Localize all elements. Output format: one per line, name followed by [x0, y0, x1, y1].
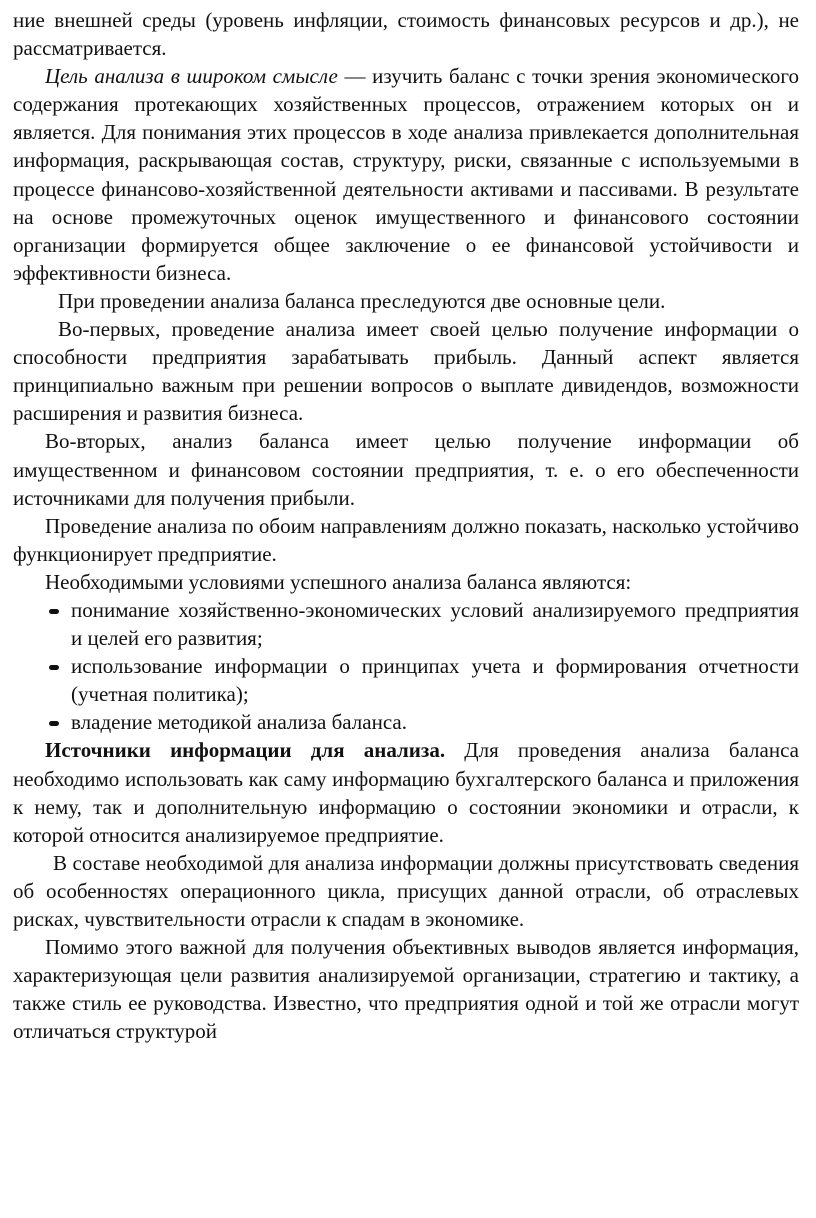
bullet-dash-icon — [49, 721, 59, 726]
paragraph-two-goals: При проведении анализа баланса преследуются две основные цели. — [58, 288, 666, 313]
list-item — [13, 596, 799, 652]
list-item-text: понимание хозяйственно-экономических условий анализируемого предприятия и целей его развития; — [71, 597, 799, 651]
paragraph-continuation: ние внешней среды (уровень инфляции, стоимость финансовых ресурсов и др.), не рассматривается. — [13, 8, 799, 61]
paragraph-both-directions: Проведение анализа по обоим направлениям должно показать, насколько устойчиво функционирует предприятие. — [13, 513, 799, 566]
bold-section-heading: Источники информации для анализа. — [45, 738, 446, 763]
paragraph-conditions-intro: Необходимыми условиями успешного анализа баланса являются: — [45, 569, 632, 594]
paragraph-analysis-goal — [13, 62, 799, 287]
bullet-dash-icon — [49, 609, 59, 614]
paragraph-second-goal: Во-вторых, анализ баланса имеет целью получение информации об имущественном и финансовом состоянии предприятия, т. е. о его обеспеченности источниками для получения прибыли. — [13, 429, 799, 510]
paragraph-text: — изучить баланс с точки зрения экономического содержания протекающих хозяйственных процессов, отражением которых он и является. Для понимания этих процессов в ходе анализа привлекается дополнительная информация, раскрывающая состав, структуру, риски, связанные с используемыми в процессе финансово-хозяйственной деятельности активами и пассивами. В результате на основе промежуточных оценок имущественного и финансового состоянии организации формируется общее заключение о ее финансовой устойчивости и эффективности бизнеса. — [13, 64, 799, 285]
paragraph-information-sources — [13, 736, 799, 848]
paragraph-industry-info: В составе необходимой для анализа информации должны присутствовать сведения об особенностях операционного цикла, присущих данной отрасли, об отраслевых рисках, чувствительности отрасли к спадам в экономике. — [13, 850, 799, 931]
paragraph-strategy-info: Помимо этого важной для получения объективных выводов является информация, характеризующая цели развития анализируемой организации, стратегию и тактику, а также стиль ее руководства. Известно, что предприятия одной и той же отрасли могут отличаться структурой — [13, 935, 799, 1044]
paragraph-text: Для проведения анализа баланса необходимо использовать как саму информацию бухгалтерского баланса и приложения к нему, так и дополнительную информацию о состоянии экономики и отрасли, к которой относится анализируемое предприятие. — [13, 738, 799, 847]
conditions-list — [13, 596, 799, 736]
list-item-text: использование информации о принципах учета и формирования отчетности (учетная политика); — [71, 654, 799, 707]
document-page — [13, 6, 799, 1045]
paragraph-first-goal: Во-первых, проведение анализа имеет своей целью получение информации о способности предприятия зарабатывать прибыль. Данный аспект является принципиально важным при решении вопросов о выплате дивидендов, возможности расширения и развития бизнеса. — [13, 317, 799, 426]
list-item — [13, 652, 799, 708]
list-item-text: владение методикой анализа баланса. — [71, 710, 407, 735]
bullet-dash-icon — [49, 665, 59, 670]
list-item — [13, 708, 799, 736]
italic-lead-term: Цель анализа в широком смысле — [45, 64, 338, 89]
